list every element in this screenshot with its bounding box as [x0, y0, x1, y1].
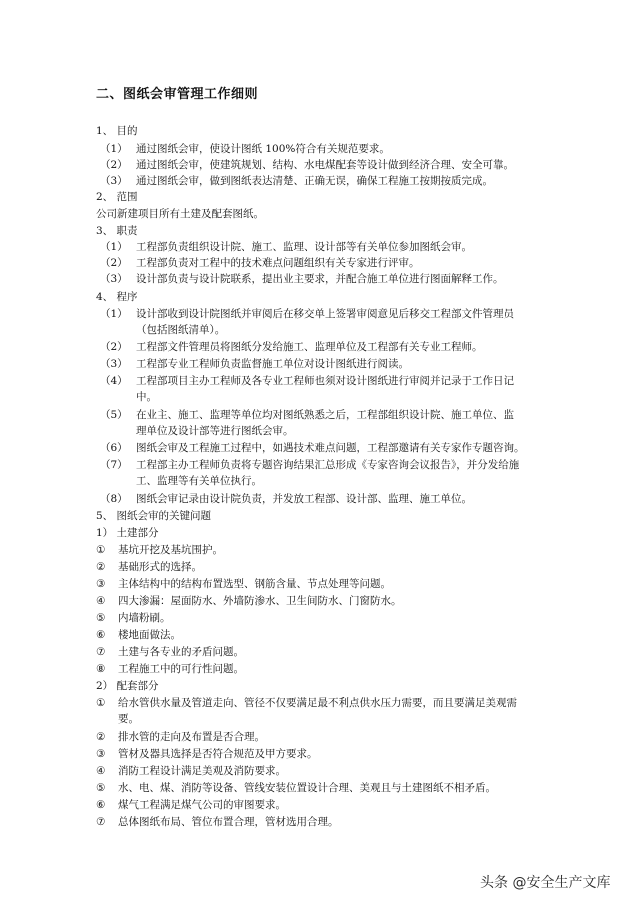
s4-item-1-line2: （包括图纸清单）。: [136, 324, 226, 336]
s5-sub1-item-4-text: 四大渗漏：屋面防水、外墙防渗水、卫生间防水、门窗防水。: [118, 595, 402, 607]
s5-sub1-item-3-num: ③: [96, 578, 106, 590]
s5-sub1-item-5-num: ⑤: [96, 612, 106, 624]
s4-item-1-line1: 设计部收到设计院图纸并审阅后在移交单上签署审阅意见后移交工程部文件管理员: [136, 308, 514, 320]
s4-item-5-num: （5）: [100, 409, 128, 421]
s1-item-1-text: 通过图纸会审，使设计图纸 100%符合有关规范要求。: [136, 143, 390, 155]
s4-item-6-num: （6）: [100, 442, 128, 454]
s3-item-3-num: （3）: [100, 273, 128, 285]
s5-sub2-item-6-line1: 煤气工程满足煤气公司的审图要求。: [118, 799, 286, 811]
s5-sub1-item-3-text: 主体结构中的结构布置选型、钢筋含量、节点处理等问题。: [118, 578, 391, 590]
s3-item-2-text: 工程部负责对工程中的技术难点问题组织有关专家进行评审。: [136, 257, 420, 269]
s4-item-8-line1: 图纸会审记录由设计院负责，并发放工程部、设计部、监理、施工单位。: [136, 493, 472, 505]
s5-sub2-item-6-num: ⑥: [96, 799, 106, 811]
s4-item-5-line2: 理单位及设计部等进行图纸会审。: [136, 425, 294, 437]
s5-sub2-item-5-num: ⑤: [96, 782, 106, 794]
s5-sub2-item-4-line1: 消防工程设计满足美观及消防要求。: [118, 765, 286, 777]
s5-sub1-item-1-text: 基坑开挖及基坑围护。: [118, 544, 223, 556]
s5-sub1-item-2-text: 基础形式的选择。: [118, 561, 202, 573]
s4-item-7-line1: 工程部主办工程师负责将专题咨询结果汇总形成《专家咨询会议报告》，并分发给施: [136, 459, 520, 471]
s4-item-3-num: （3）: [100, 358, 128, 370]
s4-item-4-line1: 工程部项目主办工程师及各专业工程师也须对设计图纸进行审阅并记录于工作日记: [136, 375, 514, 387]
s5-sub2-item-7-line1: 总体图纸布局、管位布置合理，管材选用合理。: [118, 816, 339, 828]
s5-sub1-item-7-num: ⑦: [96, 646, 106, 658]
s5-sub2-item-1-num: ①: [96, 697, 106, 709]
s3-item-3-text: 设计部负责与设计院联系，提出业主要求，并配合施工单位进行图面解释工作。: [136, 273, 504, 285]
section-2-text: 公司新建项目所有土建及配套图纸。: [96, 208, 264, 220]
section-5-heading: 5、 图纸会审的关键问题: [96, 510, 212, 522]
s5-sub1-item-8-text: 工程施工中的可行性问题。: [118, 663, 244, 675]
s5-sub2-item-4-num: ④: [96, 765, 106, 777]
s3-item-1-text: 工程部负责组织设计院、施工、监理、设计部等有关单位参加图纸会审。: [136, 241, 472, 253]
s1-item-3-text: 通过图纸会审，做到图纸表达清楚、正确无误，确保工程施工按期按质完成。: [136, 175, 493, 187]
s5-sub1-item-6-num: ⑥: [96, 629, 106, 641]
s5-sub1-item-5-text: 内墙粉刷。: [118, 612, 171, 624]
s4-item-7-num: （7）: [100, 459, 128, 471]
s5-sub2-item-7-num: ⑦: [96, 816, 106, 828]
s5-sub2-item-3-num: ③: [96, 748, 106, 760]
section-3-heading: 3、 职责: [96, 225, 138, 237]
s1-item-2-text: 通过图纸会审，使建筑规划、结构、水电煤配套等设计做到经济合理、安全可靠。: [136, 159, 514, 171]
s1-item-1-num: （1）: [100, 143, 128, 155]
s4-item-5-line1: 在业主、施工、监理等单位均对图纸熟悉之后，工程部组织设计院、施工单位、监: [136, 409, 514, 421]
s5-sub2-item-1-line2: 要。: [118, 713, 139, 725]
page-title: 二、图纸会审管理工作细则: [96, 87, 259, 102]
s3-item-1-num: （1）: [100, 241, 128, 253]
s4-item-2-num: （2）: [100, 341, 128, 353]
s5-sub2-item-1-line1: 给水管供水量及管道走向、管径不仅要满足最不利点供水压力需要，而且要满足美观需: [118, 697, 517, 709]
section-1-heading: 1、 目的: [96, 125, 138, 137]
s5-sub2-heading: 2） 配套部分: [96, 680, 159, 692]
s4-item-1-num: （1）: [100, 308, 128, 320]
section-4-heading: 4、 程序: [96, 291, 138, 303]
s5-sub2-item-2-line1: 排水管的走向及布置是否合理。: [118, 731, 265, 743]
s5-sub2-item-5-line1: 水、电、煤、消防等设备、管线安装位置设计合理、美观且与土建图纸不相矛盾。: [118, 782, 496, 794]
s5-sub1-heading: 1） 土建部分: [96, 527, 159, 539]
s5-sub1-item-6-text: 楼地面做法。: [118, 629, 181, 641]
s4-item-4-line2: 中。: [136, 391, 157, 403]
s4-item-8-num: （8）: [100, 493, 128, 505]
s4-item-7-line2: 工、监理等有关单位执行。: [136, 475, 262, 487]
s5-sub1-item-2-num: ②: [96, 561, 106, 573]
s5-sub2-item-2-num: ②: [96, 731, 106, 743]
s5-sub1-item-7-text: 土建与各专业的矛盾问题。: [118, 646, 244, 658]
s3-item-2-num: （2）: [100, 257, 128, 269]
s5-sub1-item-8-num: ⑧: [96, 663, 106, 675]
s5-sub1-item-4-num: ④: [96, 595, 106, 607]
section-2-heading: 2、 范围: [96, 191, 138, 203]
s1-item-2-num: （2）: [100, 159, 128, 171]
watermark-text: 头条 @安全生产文库: [480, 875, 611, 891]
s4-item-3-line1: 工程部专业工程师负责监督施工单位对设计图纸进行阅读。: [136, 358, 409, 370]
s4-item-2-line1: 工程部文件管理员将图纸分发给施工、监理单位及工程部有关专业工程师。: [136, 341, 483, 353]
s4-item-4-num: （4）: [100, 375, 128, 387]
s4-item-6-line1: 图纸会审及工程施工过程中，如遇技术难点问题，工程部邀请有关专家作专题咨询。: [136, 442, 525, 454]
s1-item-3-num: （3）: [100, 175, 128, 187]
s5-sub2-item-3-line1: 管材及器具选择是否符合规范及甲方要求。: [118, 748, 318, 760]
s5-sub1-item-1-num: ①: [96, 544, 106, 556]
